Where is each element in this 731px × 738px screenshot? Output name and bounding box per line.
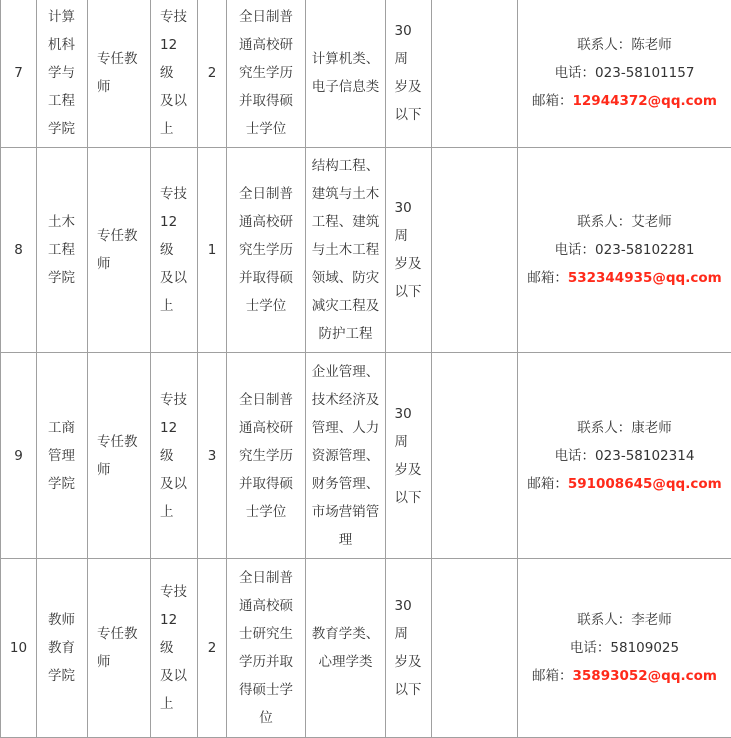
age-cell-text — [395, 194, 423, 306]
rank-cell-text — [160, 180, 188, 320]
position-cell-line: 师 — [97, 461, 111, 478]
education-cell — [227, 559, 306, 738]
position-cell-text — [97, 428, 141, 484]
education-cell-line: 并取得硕 — [239, 475, 293, 492]
major-cell — [306, 0, 386, 148]
rank-cell-text — [160, 386, 188, 526]
rank-cell-line: 12级 — [160, 612, 178, 656]
major-cell-line: 电子信息类 — [311, 79, 380, 95]
count-cell: 1 — [198, 148, 227, 353]
education-cell-line: 士学位 — [245, 503, 287, 520]
major-cell-line: 资源管理、 — [311, 447, 380, 464]
table-row — [1, 353, 731, 559]
contact-email — [518, 470, 731, 498]
age-cell-line: 岁及 — [394, 79, 422, 95]
education-cell-line: 究生学历 — [239, 242, 293, 258]
position-cell-line: 专任教 — [97, 433, 138, 450]
major-cell-text — [310, 152, 382, 348]
college-cell-line: 学与 — [48, 65, 75, 81]
major-cell-line: 技术经济及 — [311, 391, 380, 408]
age-cell-text — [395, 592, 423, 704]
major-cell — [306, 148, 386, 353]
college-cell-line: 学院 — [48, 475, 75, 492]
email-label: 邮箱： — [527, 270, 568, 286]
position-cell — [88, 559, 151, 738]
college-cell-text — [48, 3, 76, 143]
position-cell-line: 师 — [97, 256, 111, 272]
position-cell — [88, 353, 151, 559]
table-row — [1, 148, 731, 353]
table-row — [1, 0, 731, 148]
position-cell-text — [97, 45, 141, 101]
empty-cell — [432, 0, 518, 148]
major-cell-line: 管理、人力 — [311, 419, 380, 436]
count-cell: 2 — [198, 559, 227, 738]
email-label: 邮箱： — [532, 93, 573, 109]
age-cell-text — [395, 400, 423, 512]
major-cell-line: 建筑与土木 — [311, 186, 380, 202]
age-cell-line: 30周 — [394, 23, 412, 67]
major-cell-line: 理 — [338, 531, 353, 548]
college-cell — [37, 559, 88, 738]
rank-cell — [151, 148, 198, 353]
rank-cell-line: 专技 — [160, 391, 187, 408]
college-cell-line: 管理 — [48, 447, 75, 464]
major-cell-text — [310, 358, 382, 554]
major-cell-line: 领域、防灾 — [311, 270, 380, 286]
college-cell-text — [48, 208, 76, 292]
age-cell-line: 以下 — [394, 682, 422, 698]
rank-cell-line: 12级 — [160, 37, 178, 81]
major-cell-line: 财务管理、 — [311, 475, 380, 492]
college-cell-line: 工商 — [48, 419, 75, 436]
education-cell-text — [230, 564, 302, 732]
major-cell — [306, 559, 386, 738]
contact-phone: 电话：023-58101157 — [554, 65, 695, 81]
contact-person: 联系人：艾老师 — [577, 214, 672, 230]
rank-cell-line: 专技 — [160, 186, 187, 202]
education-cell-text — [230, 3, 302, 143]
empty-cell — [432, 148, 518, 353]
major-cell-line: 与土木工程 — [311, 242, 380, 258]
count-cell: 3 — [198, 353, 227, 559]
major-cell-line: 防护工程 — [318, 326, 373, 342]
position-cell-text — [97, 620, 141, 676]
education-cell-line: 士研究生 — [239, 626, 293, 642]
education-cell-line: 全日制普 — [239, 9, 293, 25]
position-cell — [88, 148, 151, 353]
education-cell — [227, 353, 306, 559]
college-cell-line: 学院 — [48, 668, 75, 684]
education-cell — [227, 148, 306, 353]
college-cell-line: 教育 — [48, 640, 75, 656]
contact-email — [518, 87, 731, 115]
empty-cell — [432, 353, 518, 559]
rank-cell-line: 上 — [160, 298, 174, 314]
rank-cell-line: 专技 — [160, 584, 187, 600]
age-cell-line: 以下 — [394, 107, 422, 123]
position-cell-line: 专任教 — [97, 51, 138, 67]
major-cell-line: 减灾工程及 — [311, 298, 380, 314]
college-cell — [37, 148, 88, 353]
age-cell-line: 30周 — [394, 405, 412, 450]
email-value: 12944372@qq.com — [572, 93, 717, 109]
email-label: 邮箱： — [532, 668, 573, 684]
education-cell-line: 全日制普 — [239, 570, 293, 586]
contact-cell — [518, 0, 731, 148]
major-cell — [306, 353, 386, 559]
college-cell-text — [48, 414, 76, 498]
age-cell-line: 30周 — [394, 200, 412, 244]
rank-cell-line: 及以 — [160, 93, 187, 109]
position-cell-text — [97, 222, 141, 278]
education-cell-line: 究生学历 — [239, 447, 293, 464]
college-cell-line: 机科 — [48, 37, 75, 53]
major-cell-line: 结构工程、 — [311, 158, 380, 174]
contact-person: 联系人：陈老师 — [577, 37, 672, 53]
education-cell-line: 得硕士学 — [239, 682, 293, 698]
college-cell-line: 教师 — [48, 612, 75, 628]
contact-person: 联系人：康老师 — [577, 419, 672, 436]
contact-phone: 电话：023-58102281 — [554, 242, 695, 258]
table-body — [1, 0, 731, 738]
rank-cell-line: 及以 — [160, 668, 187, 684]
age-cell-line: 以下 — [394, 489, 422, 506]
education-cell-line: 士学位 — [245, 121, 287, 137]
major-cell-text — [310, 45, 382, 101]
rank-cell-line: 及以 — [160, 475, 187, 492]
education-cell — [227, 0, 306, 148]
email-label: 邮箱： — [527, 475, 568, 492]
rank-cell-line: 12级 — [160, 214, 178, 258]
education-cell-line: 通高校研 — [239, 37, 293, 53]
age-cell — [386, 353, 432, 559]
education-cell-text — [230, 180, 302, 320]
college-cell-line: 学院 — [48, 121, 75, 137]
table-row — [1, 559, 731, 738]
position-cell-line: 师 — [97, 79, 111, 95]
major-cell-line: 企业管理、 — [311, 363, 380, 380]
rank-cell-line: 上 — [160, 503, 174, 520]
education-cell-line: 通高校研 — [239, 419, 293, 436]
email-value: 35893052@qq.com — [572, 668, 717, 684]
college-cell-line: 工程 — [48, 242, 75, 258]
row-number: 9 — [1, 353, 37, 559]
education-cell-line: 学历并取 — [239, 654, 293, 670]
major-cell-line: 计算机类、 — [311, 51, 380, 67]
empty-cell — [432, 559, 518, 738]
rank-cell-line: 12级 — [160, 419, 178, 464]
position-cell-line: 师 — [97, 654, 111, 670]
age-cell-line: 岁及 — [394, 256, 422, 272]
rank-cell-text — [160, 3, 188, 143]
rank-cell — [151, 353, 198, 559]
rank-cell-line: 及以 — [160, 270, 187, 286]
rank-cell-line: 专技 — [160, 9, 187, 25]
rank-cell-line: 上 — [160, 121, 174, 137]
major-cell-text — [310, 620, 382, 676]
college-cell — [37, 353, 88, 559]
college-cell-line: 土木 — [48, 214, 75, 230]
age-cell — [386, 559, 432, 738]
education-cell-text — [230, 386, 302, 526]
age-cell — [386, 148, 432, 353]
contact-email — [518, 662, 731, 690]
contact-cell — [518, 559, 731, 738]
position-cell-line: 专任教 — [97, 228, 138, 244]
education-cell-line: 通高校研 — [239, 214, 293, 230]
education-cell-line: 位 — [259, 710, 273, 726]
position-cell — [88, 0, 151, 148]
education-cell-line: 通高校硕 — [239, 598, 293, 614]
major-cell-line: 心理学类 — [318, 654, 373, 670]
email-value: 532344935@qq.com — [567, 270, 722, 286]
contact-email — [518, 264, 731, 292]
age-cell-line: 岁及 — [394, 461, 422, 478]
age-cell-text — [395, 17, 423, 129]
row-number: 8 — [1, 148, 37, 353]
major-cell-line: 工程、建筑 — [311, 214, 380, 230]
age-cell-line: 岁及 — [394, 654, 422, 670]
row-number: 7 — [1, 0, 37, 148]
position-cell-line: 专任教 — [97, 626, 138, 642]
college-cell-line: 工程 — [48, 93, 75, 109]
college-cell-text — [48, 606, 76, 690]
college-cell-line: 学院 — [48, 270, 75, 286]
age-cell — [386, 0, 432, 148]
contact-cell — [518, 353, 731, 559]
contact-phone: 电话：023-58102314 — [554, 447, 695, 464]
college-cell — [37, 0, 88, 148]
major-cell-line: 市场营销管 — [311, 503, 380, 520]
rank-cell-line: 上 — [160, 696, 174, 712]
age-cell-line: 30周 — [394, 598, 412, 642]
contact-cell — [518, 148, 731, 353]
education-cell-line: 士学位 — [245, 298, 287, 314]
college-cell-line: 计算 — [48, 9, 75, 25]
email-value: 591008645@qq.com — [567, 475, 722, 492]
rank-cell-text — [160, 578, 188, 718]
major-cell-line: 教育学类、 — [311, 626, 380, 642]
education-cell-line: 并取得硕 — [239, 270, 293, 286]
contact-person: 联系人：李老师 — [577, 612, 672, 628]
row-number: 10 — [1, 559, 37, 738]
education-cell-line: 究生学历 — [239, 65, 293, 81]
education-cell-line: 并取得硕 — [239, 93, 293, 109]
count-cell: 2 — [198, 0, 227, 148]
education-cell-line: 全日制普 — [239, 186, 293, 202]
education-cell-line: 全日制普 — [239, 391, 293, 408]
rank-cell — [151, 559, 198, 738]
rank-cell — [151, 0, 198, 148]
age-cell-line: 以下 — [394, 284, 422, 300]
contact-phone: 电话：58109025 — [569, 640, 680, 656]
